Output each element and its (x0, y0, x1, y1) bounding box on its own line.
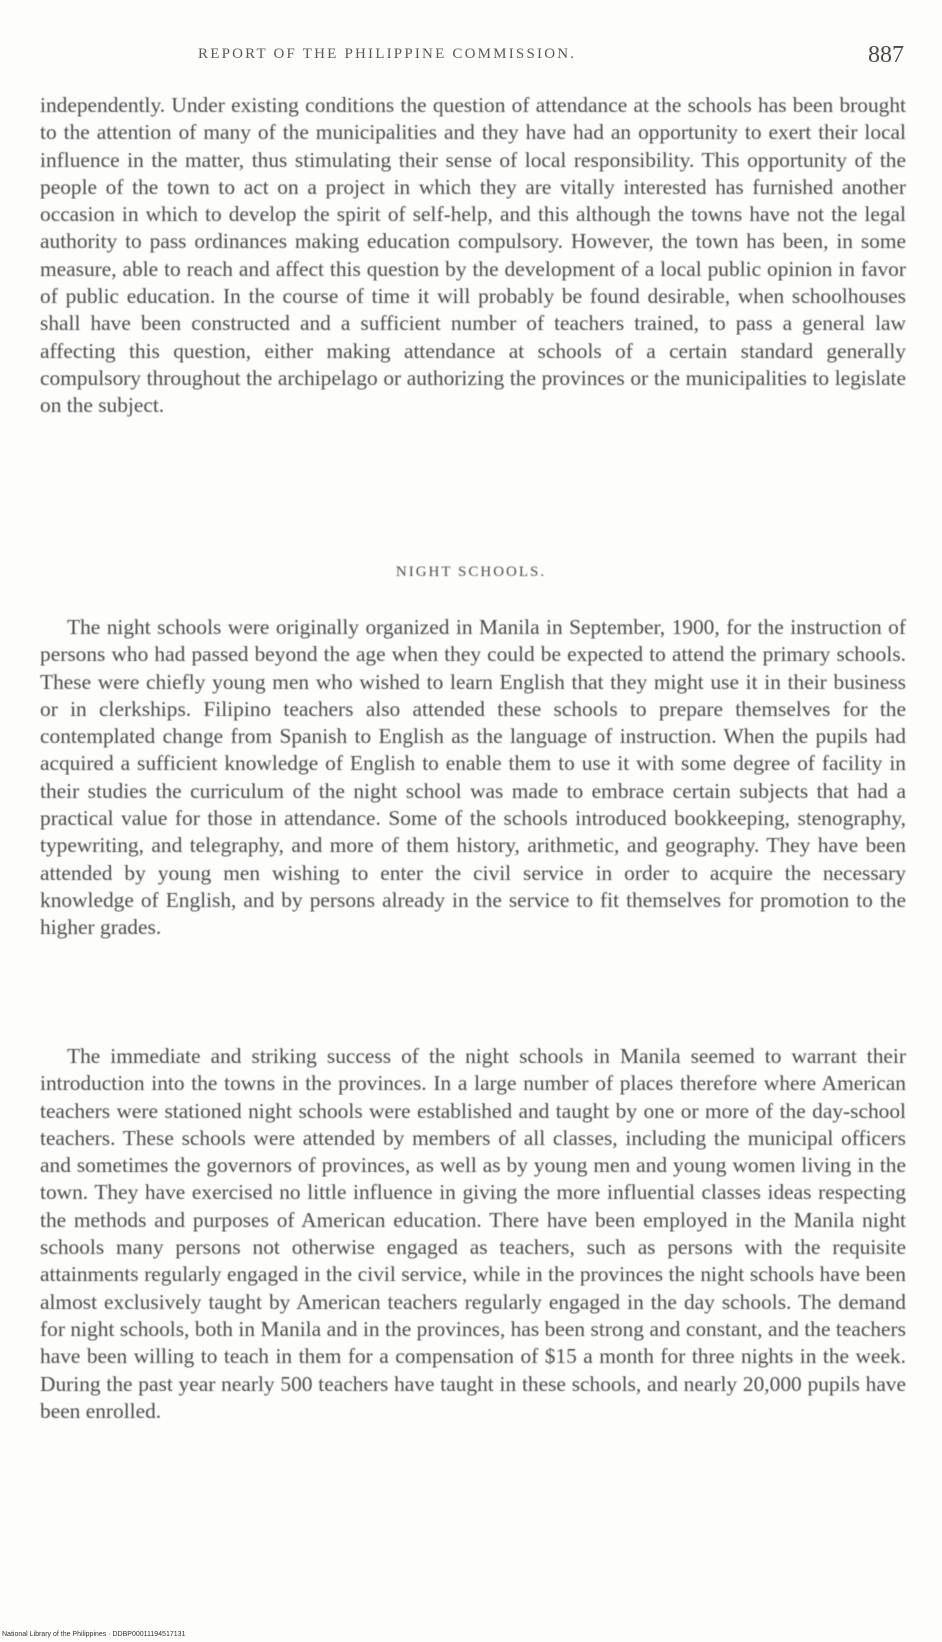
scan-footer-note: National Library of the Philippines · DDBP00011194517131 (2, 1631, 186, 1638)
paragraph-attendance: independently. Under existing conditions the question of attendance at the schools has been brought to the attention of many of the municipalities and they have had an opportunity to exert their local influence in the matter, thus stimulating their sense of local responsibility. This opportunity of the people of the town to act on a project in which they are vitally interested has furnished another occasion in which to develop the spirit of self-help, and this although the towns have not the legal authority to pass ordinances making education compulsory. However, the town has been, in some measure, able to reach and affect this question by the development of a local public opinion in favor of public education. In the course of time it will probably be found desirable, when schoolhouses shall have been constructed and a sufficient number of teachers trained, to pass a general law affecting this question, either making attendance at schools of a certain standard generally compulsory throughout the archipelago or authorizing the provinces or the municipalities to legislate on the subject. (40, 93, 906, 418)
page-number: 887 (868, 42, 904, 68)
section-heading-night-schools: NIGHT SCHOOLS. (395, 564, 547, 580)
running-head: REPORT OF THE PHILIPPINE COMMISSION. (198, 46, 577, 62)
page-header (48, 42, 906, 72)
paragraph-night-schools-success: The immediate and striking success of the night schools in Manila seemed to warrant their introduction into the towns in the provinces. In a large number of places therefore where American teachers were stationed night schools were established and taught by one or more of the day-school teachers. These schools were attended by members of all classes, including the municipal officers and sometimes the governors of provinces, as well as by young men and young women living in the town. They have exercised no little influence in giving the more influential classes ideas respecting the methods and purposes of American education. There have been employed in the Manila night schools many persons not otherwise engaged as teachers, such as persons with the requisite attainments regularly engaged in the civil service, while in the provinces the night schools have been almost exclusively taught by American teachers regularly engaged in the day schools. The demand for night schools, both in Manila and in the provinces, has been strong and constant, and the teachers have been willing to teach in them for a compensation of $15 a month for three nights in the week. During the past year nearly 500 teachers have taught in these schools, and nearly 20,000 pupils have been enrolled. (40, 1044, 906, 1423)
paragraph-night-schools-origin: The night schools were originally organized in Manila in September, 1900, for the instruction of persons who had passed beyond the age when they could be expected to attend the primary schools. These were chiefly young men who wished to learn English that they might use it in their business or in clerkships. Filipino teachers also attended these schools to prepare themselves for the contemplated change from Spanish to English as the language of instruction. When the pupils had acquired a sufficient knowledge of English to enable them to use it with some degree of facility in their studies the curriculum of the night school was made to embrace certain subjects that had a practical value for those in attendance. Some of the schools introduced bookkeeping, stenography, typewriting, and telegraphy, and more of them history, arithmetic, and geography. They have been attended by young men wishing to enter the civil service in order to acquire the necessary knowledge of English, and by persons already in the service to fit themselves for promotion to the higher grades. (40, 615, 906, 940)
